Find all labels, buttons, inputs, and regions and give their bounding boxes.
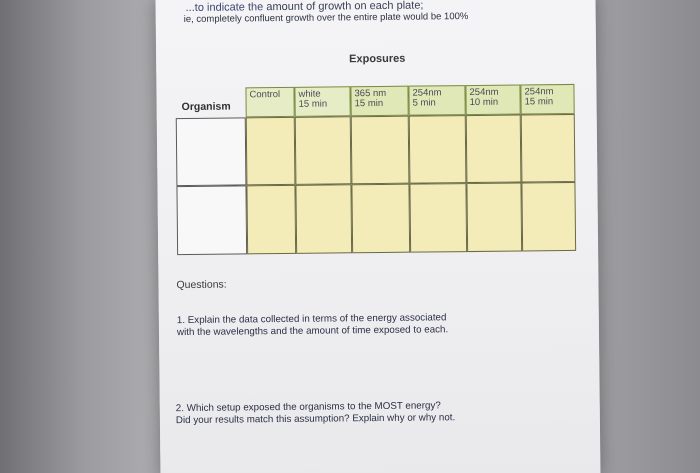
header-365nm <box>350 86 408 117</box>
header-white-line2: 15 min <box>298 98 328 110</box>
table-cell-r2-control[interactable] <box>246 185 296 255</box>
table-cell-r2-254nm-15[interactable] <box>521 182 576 252</box>
header-365nm-line2: 15 min <box>354 97 384 110</box>
table-cell-r1-254nm-15[interactable] <box>521 114 576 183</box>
header-365nm-line1: 365 nm <box>354 87 387 100</box>
table-cell-r2-365nm[interactable] <box>351 184 410 254</box>
question-2-line-2: Did your results match this assumption? Explain why or why not. <box>175 412 456 427</box>
question-1-line-1: 1. Explain the data collected in terms of the energy associated <box>176 312 447 327</box>
table-cell-r2-254nm-10[interactable] <box>466 182 522 252</box>
questions-heading: Questions: <box>176 278 227 292</box>
data-table <box>175 84 576 255</box>
header-254nm-5min-line2: 5 min <box>412 97 436 109</box>
table-cell-r1-365nm[interactable] <box>351 116 410 185</box>
header-white <box>294 86 350 117</box>
table-cell-r1-white[interactable] <box>295 116 352 185</box>
organism-cell-row-1[interactable] <box>176 117 247 186</box>
instruction-line-sub: ie, completely confluent growth over the entire plate would be 100% <box>183 11 469 26</box>
header-254nm-5min-line1: 254nm <box>412 87 442 99</box>
question-2-line-1: 2. Which setup exposed the organisms to the MOST energy? <box>175 400 441 415</box>
header-254nm-10min <box>465 85 520 116</box>
question-1-line-2: with the wavelengths and the amount of time exposed to each. <box>176 324 449 339</box>
question-1 <box>177 312 448 339</box>
organism-cell-row-2[interactable] <box>176 185 247 255</box>
header-control <box>245 87 294 118</box>
table-cell-r2-254nm-5[interactable] <box>409 183 467 253</box>
header-254nm-15min-line2: 15 min <box>524 96 554 108</box>
table-cell-r2-white[interactable] <box>295 184 352 254</box>
header-254nm-10min-line1: 254nm <box>469 86 499 99</box>
header-254nm-10min-line2: 10 min <box>469 96 499 109</box>
table-cell-r1-control[interactable] <box>246 117 296 186</box>
header-control-line1: Control <box>249 89 281 101</box>
worksheet-page <box>155 0 600 473</box>
instruction-text: amount of growth on each plate; <box>266 0 424 14</box>
organism-label: Organism <box>181 100 231 114</box>
header-white-line1: white <box>298 88 321 100</box>
header-254nm-15min-line1: 254nm <box>524 86 554 98</box>
instruction-cut-text: ...to indicate the <box>185 1 264 15</box>
table-cell-r1-254nm-10[interactable] <box>466 114 522 183</box>
header-254nm-15min <box>520 84 574 115</box>
header-254nm-5min <box>408 85 465 116</box>
table-cell-r1-254nm-5[interactable] <box>409 115 467 184</box>
question-2 <box>176 400 456 427</box>
exposures-title: Exposures <box>349 52 406 66</box>
